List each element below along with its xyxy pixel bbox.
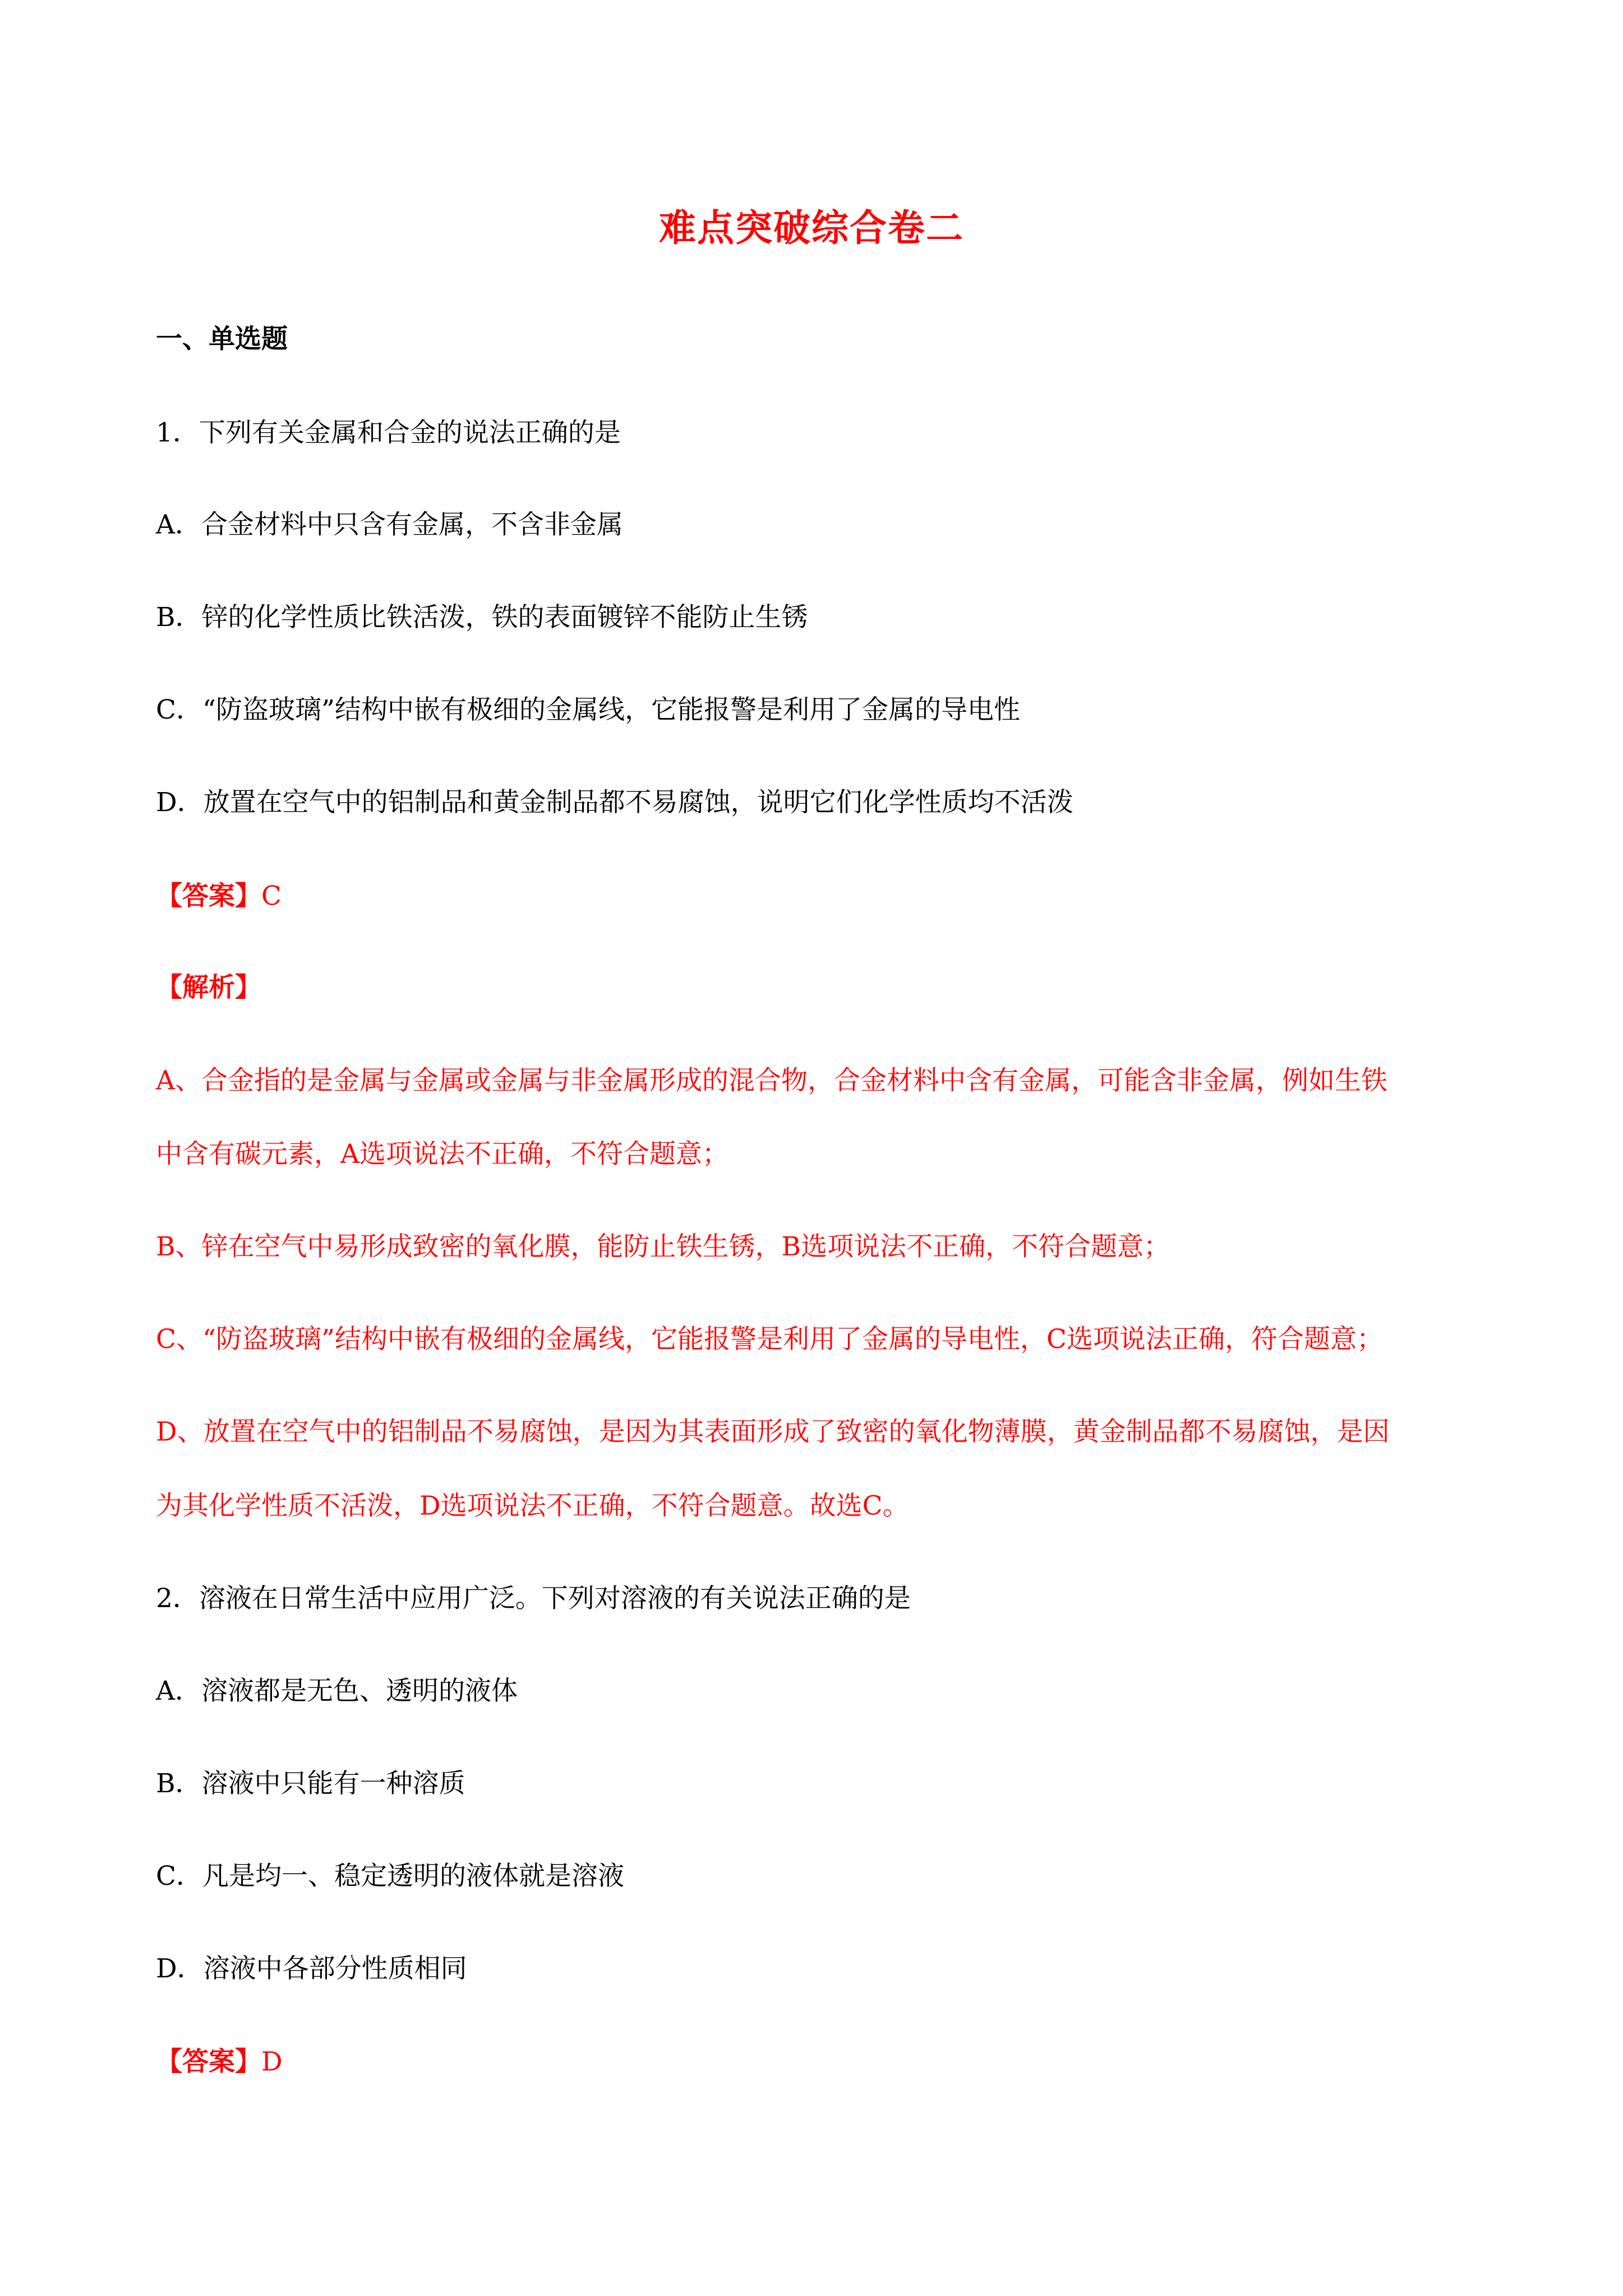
- answer-value: D: [261, 2046, 283, 2077]
- analysis-line: D、放置在空气中的铝制品不易腐蚀，是因为其表面形成了致密的氧化物薄膜，黄金制品都不易腐蚀，是因: [156, 1416, 1390, 1447]
- question-1-option-b: B．锌的化学性质比铁活泼，铁的表面镀锌不能防止生锈: [156, 602, 808, 633]
- answer-value: C: [261, 881, 282, 912]
- answer-label: 【答案】: [156, 881, 261, 912]
- section-heading: 一、单选题: [156, 324, 288, 355]
- question-2-option-c: C．凡是均一、稳定透明的液体就是溶液: [156, 1861, 624, 1892]
- analysis-line: 中含有碳元素，A选项说法不正确，不符合题意；: [156, 1139, 728, 1170]
- analysis-line: A、合金指的是金属与金属或金属与非金属形成的混合物，合金材料中含有金属，可能含非金属，例如生铁: [156, 1065, 1387, 1096]
- question-1-option-c: C．“防盗玻璃”结构中嵌有极细的金属线，它能报警是利用了金属的导电性: [156, 694, 1021, 725]
- question-2-stem: 2．溶液在日常生活中应用广泛。下列对溶液的有关说法正确的是: [156, 1583, 911, 1614]
- question-2-option-a: A．溶液都是无色、透明的液体: [156, 1676, 518, 1706]
- question-1-option-d: D．放置在空气中的铝制品和黄金制品都不易腐蚀，说明它们化学性质均不活泼: [156, 787, 1073, 818]
- question-1-option-a: A．合金材料中只含有金属，不含非金属: [156, 509, 623, 540]
- document-title: 难点突破综合卷二: [659, 206, 964, 250]
- analysis-line: C、“防盗玻璃”结构中嵌有极细的金属线，它能报警是利用了金属的导电性，C选项说法正确，符合题意；: [156, 1324, 1383, 1355]
- analysis-line: 为其化学性质不活泼，D选项说法不正确，不符合题意。故选C。: [156, 1490, 909, 1521]
- answer-label: 【答案】: [156, 2046, 261, 2077]
- question-2-option-d: D．溶液中各部分性质相同: [156, 1953, 467, 1984]
- question-1-stem: 1．下列有关金属和合金的说法正确的是: [156, 417, 621, 448]
- analysis-line: B、锌在空气中易形成致密的氧化膜，能防止铁生锈，B选项说法不正确，不符合题意；: [156, 1231, 1170, 1262]
- question-2-answer: [156, 2045, 1491, 2079]
- question-2-option-b: B．溶液中只能有一种溶质: [156, 1768, 465, 1799]
- question-1-analysis-label: 【解析】: [156, 972, 261, 1003]
- question-1-answer: [156, 880, 1491, 913]
